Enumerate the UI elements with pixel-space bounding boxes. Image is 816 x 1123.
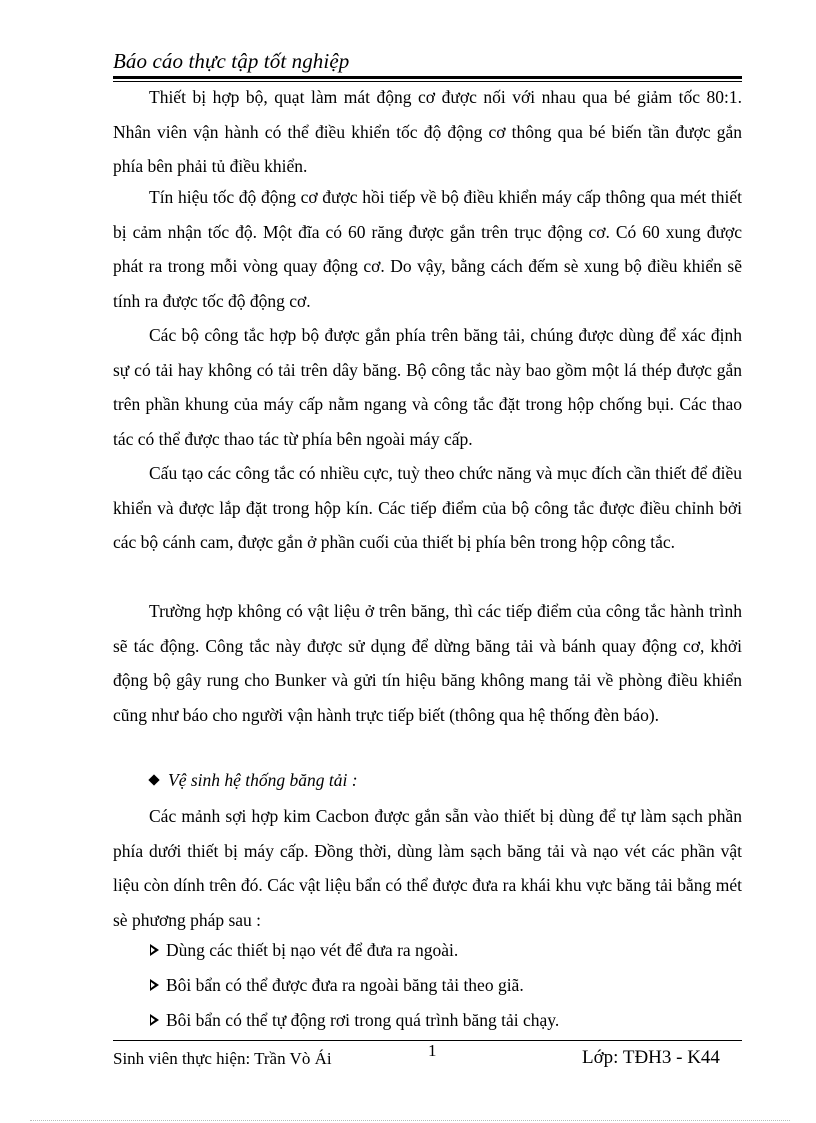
- list-item: [150, 1008, 559, 1032]
- diamond-bullet-icon: [148, 774, 159, 785]
- footer-page-number: 1: [428, 1041, 437, 1060]
- paragraph: Các bộ công tắc hợp bộ được gắn phía trên băng tải, chúng được dùng để xác định sự có tải hay không có tải trên dây băng. Bộ công tắc này bao gồm một lá thép được gắn trên phần khung của máy cấp nằm ngang và công tắc đặt trong hộp chống bụi. Các thao tác có thể được thao tác từ phía bên ngoài máy cấp.: [113, 325, 742, 449]
- paragraph: Tín hiệu tốc độ động cơ được hồi tiếp về bộ điều khiển máy cấp thông qua mét thiết bị cảm nhận tốc độ. Một đĩa có 60 răng được gắn trên trục động cơ. Có 60 xung được phát ra trong mỗi vòng quay động cơ. Do vậy, bằng cách đếm sè xung bộ điều khiển sẽ tính ra được tốc độ động cơ.: [113, 187, 742, 311]
- paragraph: Trường hợp không có vật liệu ở trên băng, thì các tiếp điểm của công tắc hành trình sẽ tác động. Công tắc này được sử dụng để dừng băng tải và bánh quay động cơ, khởi động bộ gây rung cho Bunker và gửi tín hiệu băng không mang tải về phòng điều khiển cũng như báo cho người vận hành trực tiếp biết (thông qua hệ thống đèn báo).: [113, 601, 742, 725]
- paragraph: Các mảnh sợi hợp kim Cacbon được gắn sẵn vào thiết bị dùng để tự làm sạch phần phía dưới thiết bị máy cấp. Đồng thời, dùng làm sạch băng tải và nạo vét các phần vật liệu còn dính trên đó. Các vật liệu bẩn có thể được đưa ra khái khu vực băng tải bằng mét sè phương pháp sau :: [113, 806, 742, 930]
- list-item-text: Bôi bẩn có thể được đưa ra ngoài băng tải theo giã.: [166, 975, 524, 995]
- list-item-text: Bôi bẩn có thể tự động rơi trong quá trình băng tải chạy.: [166, 1010, 560, 1030]
- page-header-title: Báo cáo thực tập tốt nghiệp: [113, 49, 350, 73]
- header-rule-thick: [113, 76, 742, 79]
- list-item: [150, 973, 524, 997]
- footer-student: Sinh viên thực hiện: Trần Vò Ái: [113, 1049, 332, 1068]
- footer-class: Lớp: TĐH3 - K44: [582, 1047, 720, 1068]
- section-heading: [150, 768, 358, 792]
- arrow-bullet-icon: [150, 944, 159, 956]
- arrow-bullet-icon: [150, 1014, 159, 1026]
- list-item-text: Dùng các thiết bị nạo vét để đưa ra ngoài.: [166, 940, 459, 960]
- paragraph: Cấu tạo các công tắc có nhiều cực, tuỳ theo chức năng và mục đích cần thiết để điều khiển và được lắp đặt trong hộp kín. Các tiếp điểm của bộ công tắc được điều chỉnh bởi các bộ cánh cam, được gắn ở phần cuối của thiết bị phía bên trong hộp công tắc.: [113, 463, 742, 553]
- page-bottom-divider: [30, 1120, 790, 1121]
- arrow-bullet-icon: [150, 979, 159, 991]
- list-item: [150, 938, 458, 962]
- section-heading-text: Vệ sinh hệ thống băng tải :: [168, 770, 358, 790]
- paragraph: Thiết bị hợp bộ, quạt làm mát động cơ được nối với nhau qua bé giảm tốc 80:1. Nhân viên vận hành có thể điều khiển tốc độ động cơ thông qua bé biến tần được gắn phía bên phải tủ điều khiển.: [113, 87, 742, 177]
